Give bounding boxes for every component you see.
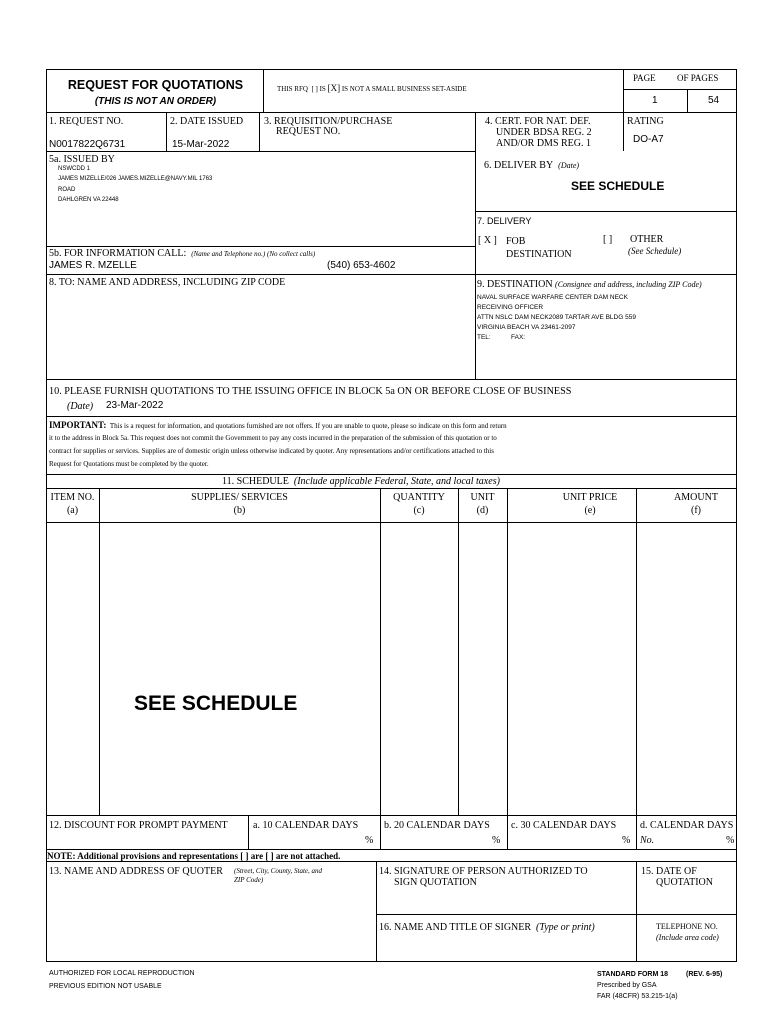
column-letter: (c) <box>413 505 425 516</box>
cert-label-2: UNDER BDSA REG. 2 <box>496 127 592 138</box>
telephone-label: TELEPHONE NO. <box>656 922 718 931</box>
rating-value[interactable]: DO-A7 <box>633 134 664 145</box>
column-header-unit-price: UNIT PRICE <box>562 492 618 503</box>
date-issued-label: 2. DATE ISSUED <box>170 116 244 127</box>
important-notice-line: Request for Quotations must be completed by the quoter. <box>49 460 209 468</box>
footer-revision: (REV. 6-95) <box>686 971 723 978</box>
requisition-label: 3. REQUISITION/PURCHASE <box>264 116 393 127</box>
requisition-label-2: REQUEST NO. <box>276 126 341 137</box>
delivery-label: 7. DELIVERY <box>477 216 532 226</box>
furnish-quotations-label: 10. PLEASE FURNISH QUOTATIONS TO THE ISSUING OFFICE IN BLOCK 5a ON OR BEFORE CLOSE OF BUSINESS <box>49 386 572 397</box>
quoter-sublabel: (Street, City, County, State, and <box>234 867 323 875</box>
column-header-supplies: SUPPLIES/ SERVICES <box>191 492 288 503</box>
important-notice: IMPORTANT: This is a request for information, and quotations furnished are not offers. If you are unable to quote, please so indicate on this form and return <box>49 420 507 430</box>
of-pages-label: OF PAGES <box>677 73 719 83</box>
info-call-phone[interactable]: (540) 653-4602 <box>327 260 396 271</box>
form-title: REQUEST FOR QUOTATIONS <box>67 78 244 92</box>
fob-checkbox[interactable]: [ X ] <box>478 235 497 246</box>
rating-label: RATING <box>627 116 664 127</box>
destination-tel: TEL: <box>477 334 491 341</box>
rfq-prefix: THIS RFQ [ ] IS [X] IS NOT A SMALL BUSINESS SET-ASIDE <box>277 83 467 93</box>
page-number: 1 <box>652 95 658 106</box>
destination-line: NAVAL SURFACE WARFARE CENTER DAM NECK <box>477 294 628 301</box>
discount-d-label: d. CALENDAR DAYS <box>640 820 734 831</box>
column-header-unit: UNIT <box>470 492 495 503</box>
discount-c-pct: % <box>622 835 631 846</box>
destination-label: 9. DESTINATION (Consignee and address, including ZIP Code) <box>477 279 702 290</box>
schedule-title: 11. SCHEDULE (Include applicable Federal, State, and local taxes) <box>222 476 500 487</box>
footer-reproduction: AUTHORIZED FOR LOCAL REPRODUCTION <box>49 970 195 977</box>
issued-by-line: JAMES MIZELLE/026 JAMES.MIZELLE@NAVY.MIL 1763 <box>58 176 213 182</box>
column-letter: (d) <box>476 505 489 516</box>
form-subtitle: (THIS IS NOT AN ORDER) <box>94 96 217 107</box>
destination-line: VIRGINIA BEACH VA 23461-2097 <box>477 324 576 331</box>
signature-label-2: SIGN QUOTATION <box>394 877 477 888</box>
discount-a-label: a. 10 CALENDAR DAYS <box>253 820 359 831</box>
schedule-body-text: SEE SCHEDULE <box>134 692 298 715</box>
discount-c-label: c. 30 CALENDAR DAYS <box>511 820 617 831</box>
footer-prescribed: Prescribed by GSA <box>597 982 657 989</box>
issued-by-line: ROAD <box>58 187 76 193</box>
to-address-label: 8. TO: NAME AND ADDRESS, INCLUDING ZIP CODE <box>49 277 286 288</box>
quoter-sublabel-2: ZIP Code) <box>234 876 264 884</box>
info-call-name[interactable]: JAMES R. MZELLE <box>49 260 137 271</box>
signer-name-field[interactable] <box>378 936 634 960</box>
quoter-address-field[interactable] <box>48 888 374 960</box>
other-sublabel: (See Schedule) <box>628 246 682 256</box>
column-header-amount: AMOUNT <box>674 492 718 503</box>
issued-by-line: NSWCDD 1 <box>58 166 91 172</box>
fob-label-2: DESTINATION <box>506 249 572 260</box>
note-text: NOTE: Additional provisions and representations [ ] are [ ] are not attached. <box>47 851 341 861</box>
close-date-label: (Date) <box>67 401 94 412</box>
destination-line: ATTN NSLC DAM NECK2089 TARTAR AVE BLDG 559 <box>477 314 636 321</box>
column-letter: (b) <box>233 505 246 516</box>
set-aside-checkbox[interactable]: [X] <box>327 83 341 93</box>
signer-name-label: 16. NAME AND TITLE OF SIGNER (Type or print) <box>379 922 595 933</box>
date-issued-value[interactable]: 15-Mar-2022 <box>172 139 230 150</box>
page-label: PAGE <box>633 73 656 83</box>
fob-label: FOB <box>506 236 526 247</box>
footer-form-number: STANDARD FORM 18 <box>597 971 669 978</box>
telephone-sublabel: (Include area code) <box>656 933 719 942</box>
issued-by-line: DAHLGREN VA 22448 <box>58 197 119 203</box>
cert-label: 4. CERT. FOR NAT. DEF. <box>485 116 591 127</box>
info-call-label: 5b. FOR INFORMATION CALL: (Name and Telephone no.) (No collect calls) <box>49 248 316 259</box>
important-notice-line: contract for supplies or services. Supplies are of domestic origin unless otherwise indicated by quoter. Any representations and/or certifications attached to this <box>49 447 494 455</box>
signature-field[interactable] <box>378 890 634 912</box>
other-checkbox[interactable]: [ ] <box>603 234 613 245</box>
column-letter: (f) <box>691 505 701 516</box>
quoter-label: 13. NAME AND ADDRESS OF QUOTER <box>49 866 223 877</box>
footer-previous-edition: PREVIOUS EDITION NOT USABLE <box>49 983 162 990</box>
destination-line: RECEIVING OFFICER <box>477 304 544 311</box>
to-address-field[interactable] <box>48 290 473 376</box>
deliver-by-label: 6. DELIVER BY (Date) <box>484 160 580 171</box>
page-count: 54 <box>708 95 720 106</box>
discount-b-label: b. 20 CALENDAR DAYS <box>384 820 490 831</box>
quotation-date-field[interactable] <box>638 890 736 912</box>
column-header-item: ITEM NO. <box>50 492 95 503</box>
column-letter: (e) <box>584 505 596 516</box>
footer-far: FAR (48CFR) 53.215-1(a) <box>597 993 678 1000</box>
quotation-date-label-2: QUOTATION <box>656 877 713 888</box>
signature-label: 14. SIGNATURE OF PERSON AUTHORIZED TO <box>379 866 588 877</box>
close-date-value[interactable]: 23-Mar-2022 <box>106 400 164 411</box>
other-label: OTHER <box>630 234 664 245</box>
discount-a-pct: % <box>365 835 374 846</box>
discount-d-no: No. <box>640 835 655 846</box>
column-letter: (a) <box>66 505 79 516</box>
important-notice-line: it to the address in Block 5a. This request does not commit the Government to pay any costs incurred in the preparation of the submission of this quotation or to <box>49 434 497 442</box>
discount-d-pct: % <box>726 835 735 846</box>
cert-label-3: AND/OR DMS REG. 1 <box>496 138 592 149</box>
discount-b-pct: % <box>492 835 501 846</box>
issued-by-label: 5a. ISSUED BY <box>49 154 115 165</box>
telephone-field[interactable] <box>638 944 736 960</box>
request-no-label: 1. REQUEST NO. <box>49 116 124 127</box>
deliver-by-value[interactable]: SEE SCHEDULE <box>571 179 665 193</box>
quotation-date-label: 15. DATE OF <box>641 866 697 877</box>
destination-fax: FAX: <box>511 334 526 341</box>
column-header-quantity: QUANTITY <box>393 492 445 503</box>
request-no-value[interactable]: N0017822Q6731 <box>49 139 126 150</box>
discount-label: 12. DISCOUNT FOR PROMPT PAYMENT <box>49 820 228 831</box>
